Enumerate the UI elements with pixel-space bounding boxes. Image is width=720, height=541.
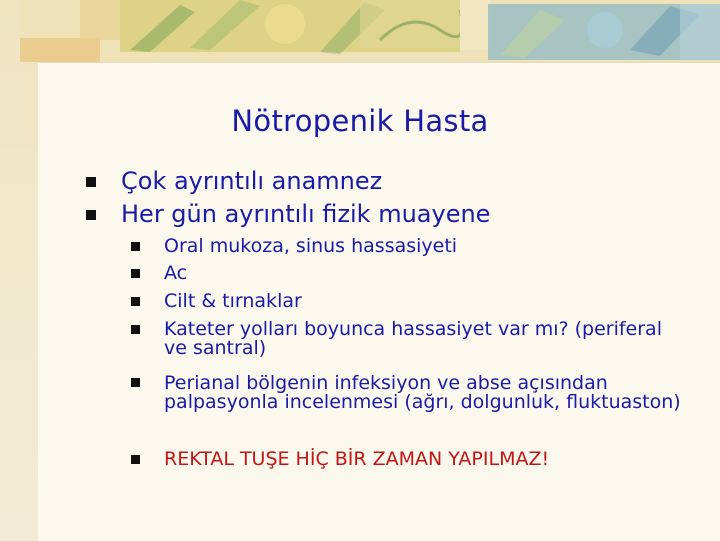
sub-bullet-square-icon	[131, 269, 140, 278]
bullet-square-icon	[86, 177, 96, 187]
decorative-banner	[20, 0, 720, 62]
bullet-item: Çok ayrıntılı anamnez	[121, 167, 383, 195]
warning-bullet-item: REKTAL TUŞE HİÇ BİR ZAMAN YAPILMAZ!	[164, 448, 550, 470]
sub-bullet-square-icon	[131, 378, 140, 387]
left-decorative-band	[0, 0, 38, 540]
slide-title: Nötropenik Hasta	[231, 104, 489, 138]
sub-bullet-item: Cilt & tırnaklar	[164, 290, 302, 312]
sub-bullet-square-icon	[131, 325, 140, 334]
bullet-square-icon	[86, 210, 96, 220]
sub-bullet-item: Kateter yolları boyunca hassasiyet var mı? (periferal ve santral)	[164, 318, 662, 359]
sub-bullet-item: Ac	[164, 262, 188, 284]
sub-bullet-item: Oral mukoza, sinus hassasiyeti	[164, 235, 458, 257]
sub-bullet-square-icon	[131, 297, 140, 306]
sub-bullet-square-icon	[131, 455, 140, 464]
sub-bullet-item: Perianal bölgenin infeksiyon ve abse açısından palpasyonla incelenmesi (ağrı, dolgunluk, fluktuaston)	[164, 372, 681, 413]
bullet-item: Her gün ayrıntılı fizik muayene	[121, 200, 491, 228]
sub-bullet-square-icon	[131, 242, 140, 251]
